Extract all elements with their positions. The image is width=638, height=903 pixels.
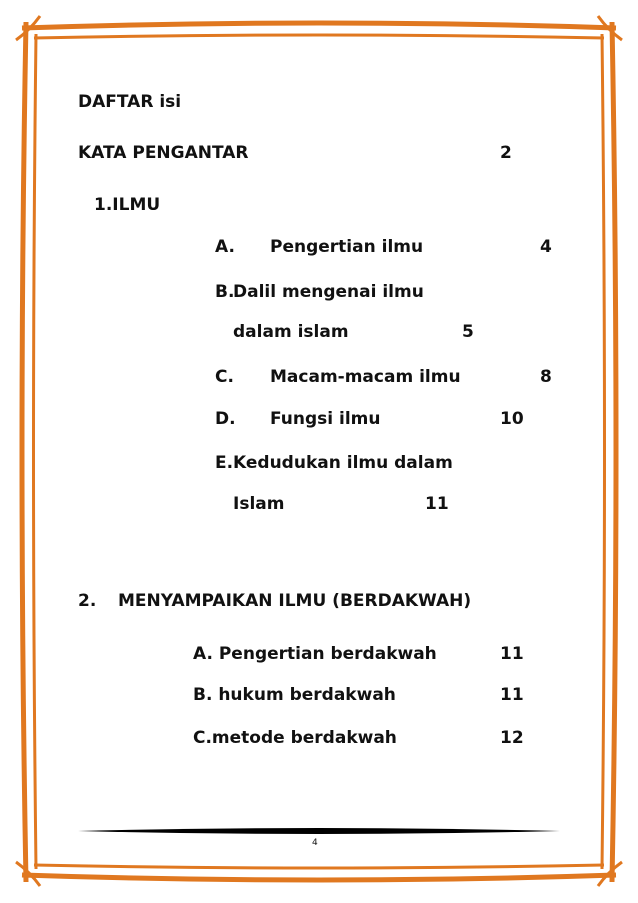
kata-pengantar-page: 2 [500,143,512,163]
toc-item-label: A. Pengertian berdakwah [193,644,437,664]
toc-item-label: Kedudukan ilmu dalam [233,453,453,473]
toc-item-label-continued: dalam islam [233,322,349,342]
toc-item-page: 4 [540,237,552,257]
toc-item-marker: B. [215,282,235,302]
toc-item-page: 11 [425,494,449,514]
toc-item-label: Pengertian ilmu [270,237,424,257]
toc-heading: DAFTAR isi [78,92,182,112]
toc-item-page: 11 [500,685,524,705]
section1-title: 1.ILMU [94,195,161,215]
toc-item-label: C.metode berdakwah [193,728,397,748]
toc-item-marker: E. [215,453,234,473]
footer-divider [78,826,560,836]
toc-item-label-continued: Islam [233,494,285,514]
section2-title: MENYAMPAIKAN ILMU (BERDAKWAH) [118,591,472,611]
section2-number: 2. [78,591,97,611]
toc-item-page: 10 [500,409,524,429]
toc-item-label: Macam-macam ilmu [270,367,461,387]
toc-item-page: 12 [500,728,524,748]
toc-item-marker: C. [215,367,234,387]
kata-pengantar-label: KATA PENGANTAR [78,143,249,163]
toc-item-page: 5 [462,322,474,342]
toc-item-label: B. hukum berdakwah [193,685,396,705]
toc-item-label: Fungsi ilmu [270,409,381,429]
toc-item-page: 11 [500,644,524,664]
page-number: 4 [312,838,318,848]
toc-item-marker: A. [215,237,235,257]
toc-item-marker: D. [215,409,236,429]
toc-item-label: Dalil mengenai ilmu [233,282,424,302]
toc-item-page: 8 [540,367,552,387]
